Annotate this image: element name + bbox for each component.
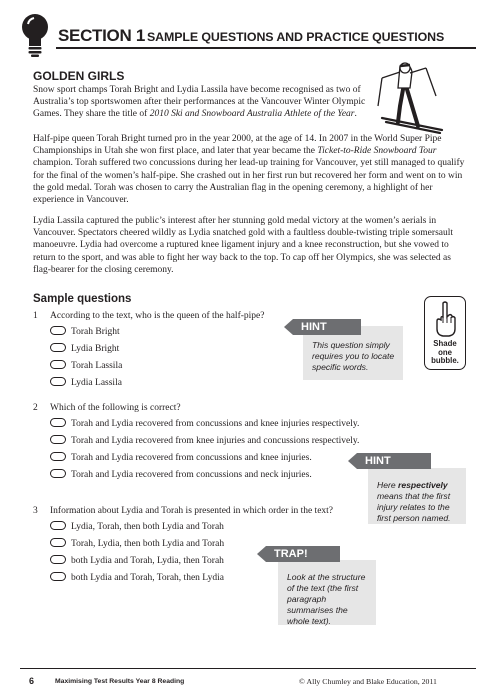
shade-line-1: Shade [433, 339, 457, 348]
trap-box: Look at the structure of the text (the first paragraph summarises the whole text). [278, 560, 376, 625]
question-2-number: 2 [33, 403, 38, 413]
question-2-option-b[interactable]: Torah and Lydia recovered from knee injuries and concussions respectively. [50, 435, 359, 447]
hint-box-2: Here respectively means that the first injury relates to the first person named. [368, 468, 466, 524]
answer-bubble[interactable] [50, 521, 66, 530]
footer-rule [20, 668, 476, 669]
article-paragraph-1: Snow sport champs Torah Bright and Lydia Lassila have become recognised as two of Australia’s top sportswomen after their performances at the Vancouver Winter Olympic Games. They share the title of 2010 Ski and Snowboard Australia Athlete of the Year. [33, 85, 366, 120]
question-3-number: 3 [33, 506, 38, 516]
section-title: SAMPLE QUESTIONS AND PRACTICE QUESTIONS [147, 30, 445, 44]
question-3-text: Information about Lydia and Torah is presented in which order in the text? [50, 506, 334, 516]
question-1-option-d[interactable]: Lydia Lassila [50, 377, 122, 389]
section-label: SECTION 1 [58, 26, 146, 45]
question-3-option-d[interactable]: both Lydia and Torah, Torah, then Lydia [50, 572, 224, 584]
header-rule [56, 47, 476, 49]
answer-bubble[interactable] [50, 343, 66, 352]
question-2-option-d[interactable]: Torah and Lydia recovered from concussions and neck injuries. [50, 469, 312, 481]
answer-bubble[interactable] [50, 469, 66, 478]
question-3-option-b[interactable]: Torah, Lydia, then both Lydia and Torah [50, 538, 224, 550]
answer-bubble[interactable] [50, 360, 66, 369]
footer-book-title: Maximising Test Results Year 8 Reading [55, 678, 185, 685]
answer-bubble[interactable] [50, 377, 66, 386]
hint-box-1: This question simply requires you to locate specific words. [303, 326, 403, 380]
shade-line-2: one [438, 347, 452, 357]
answer-bubble[interactable] [50, 538, 66, 547]
pointing-hand-icon [434, 301, 456, 339]
lightbulb-icon [20, 12, 50, 58]
shade-line-3: bubble. [431, 356, 459, 366]
answer-bubble[interactable] [50, 452, 66, 461]
question-1-number: 1 [33, 311, 38, 321]
question-1-option-c[interactable]: Torah Lassila [50, 360, 122, 372]
sample-questions-heading: Sample questions [33, 293, 132, 305]
question-1-option-a[interactable]: Torah Bright [50, 326, 120, 338]
question-3-option-a[interactable]: Lydia, Torah, then both Lydia and Torah [50, 521, 224, 533]
trap-label: TRAP! [266, 546, 340, 562]
question-3-option-c[interactable]: both Lydia and Torah, Lydia, then Torah [50, 555, 224, 567]
answer-bubble[interactable] [50, 435, 66, 444]
answer-bubble[interactable] [50, 572, 66, 581]
skier-illustration [376, 60, 446, 134]
question-1-option-b[interactable]: Lydia Bright [50, 343, 119, 355]
question-1-text: According to the text, who is the queen of the half-pipe? [50, 311, 265, 321]
question-2-option-c[interactable]: Torah and Lydia recovered from concussions and knee injuries. [50, 452, 312, 464]
question-2-text: Which of the following is correct? [50, 403, 181, 413]
article-paragraph-2: Half-pipe queen Torah Bright turned pro in the year 2000, at the age of 14. In 2007 in the World Super Pipe Championships in Utah she won first place, and later that year became the Ticket-to-Ride Snowboard Tour champion. Torah suffered two concussions during her lead-up training for Vancouver, yet still managed to qualify for the final of the women’s half-pipe. She crashed out in her first run but recovered her form and went on to win the gold medal. Torah was chosen to carry the Australian flag in the opening ceremony, a highlight of her experience in Vancouver. [33, 134, 465, 206]
answer-bubble[interactable] [50, 326, 66, 335]
footer-copyright: © Ally Chumley and Blake Education, 2011 [299, 677, 437, 686]
hint-label-1: HINT [293, 319, 361, 335]
hint-label-2: HINT [357, 453, 431, 469]
answer-bubble[interactable] [50, 555, 66, 564]
page-number: 6 [29, 676, 35, 686]
shade-one-bubble-box [424, 296, 466, 370]
question-2-option-a[interactable]: Torah and Lydia recovered from concussions and knee injuries respectively. [50, 418, 359, 430]
article-paragraph-3: Lydia Lassila captured the public’s interest after her stunning gold medal victory at the women’s aerials in Vancouver. Spectators cheered wildly as Lydia snatched gold with a faultless double-twisting triple somersault manoeuvre. Lydia had overcome a ruptured knee ligament injury and a knee reconstruction, but she vowed to return to the sport, and was able to fight her way back to the top. To cap off her Olympics, she was selected as flag-bearer for the closing ceremony. [33, 216, 454, 275]
answer-bubble[interactable] [50, 418, 66, 427]
article-title: GOLDEN GIRLS [33, 69, 125, 83]
